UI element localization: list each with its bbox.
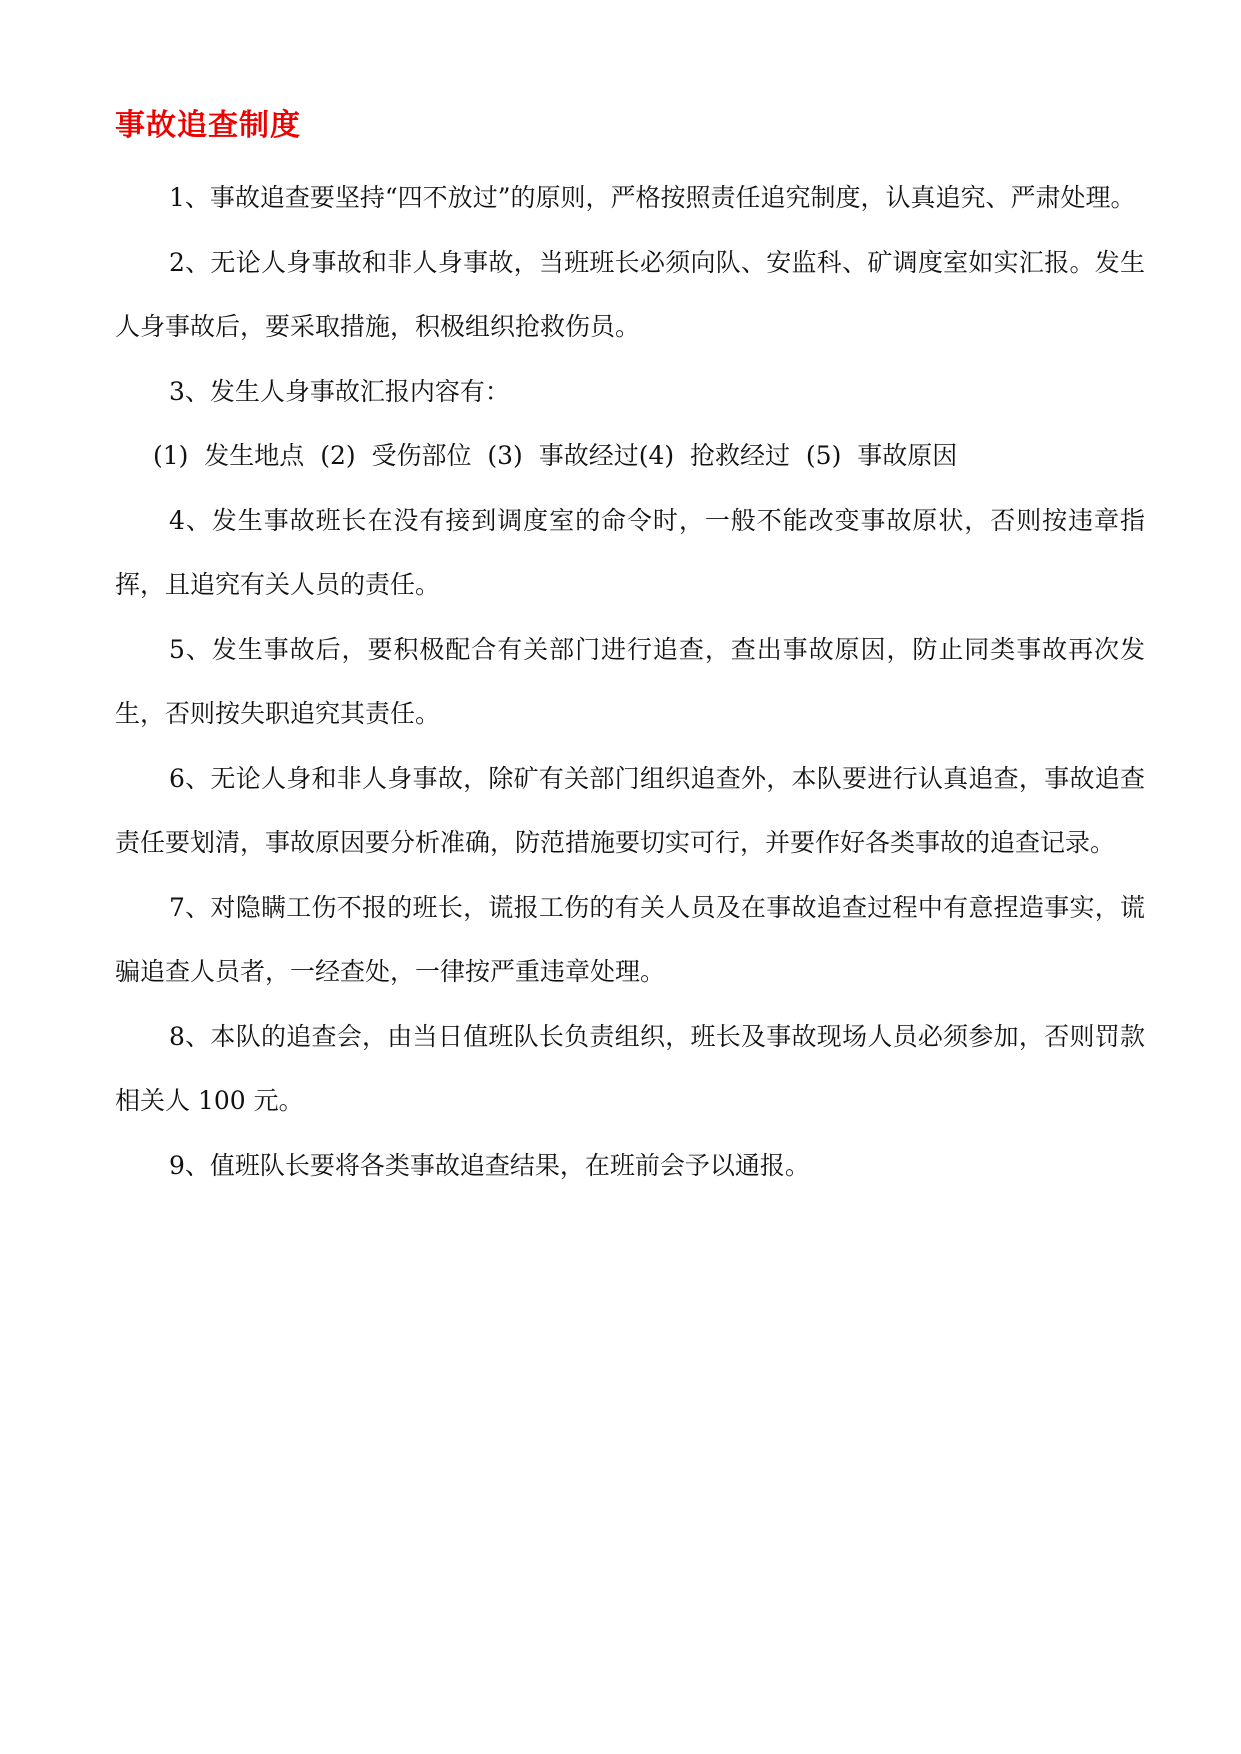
paragraph-5: 5、发生事故后，要积极配合有关部门进行追查，查出事故原因，防止同类事故再次发生，否则按失职追究其责任。	[115, 634, 1145, 728]
paragraph-3: 3、发生人身事故汇报内容有：	[169, 376, 510, 406]
document-body	[115, 166, 1145, 1198]
paragraph-4: 4、发生事故班长在没有接到调度室的命令时，一般不能改变事故原状，否则按违章指挥，且追究有关人员的责任。	[115, 505, 1145, 599]
paragraph-2: 2、无论人身事故和非人身事故，当班班长必须向队、安监科、矿调度室如实汇报。发生人身事故后，要采取措施，积极组织抢救伤员。	[115, 247, 1145, 341]
paragraph-9: 9、值班队长要将各类事故追查结果，在班前会予以通报。	[169, 1150, 810, 1180]
paragraph-7: 7、对隐瞒工伤不报的班长，谎报工伤的有关人员及在事故追查过程中有意捏造事实，谎骗追查人员者，一经查处，一律按严重违章处理。	[115, 892, 1145, 986]
paragraph-6: 6、无论人身和非人身事故，除矿有关部门组织追查外，本队要进行认真追查，事故追查责任要划清，事故原因要分析准确，防范措施要切实可行，并要作好各类事故的追查记录。	[115, 763, 1145, 857]
document-title: 事故追查制度	[115, 108, 301, 143]
paragraph-1: 1、事故追查要坚持“四不放过”的原则，严格按照责任追究制度，认真追究、严肃处理。	[169, 183, 1136, 212]
paragraph-8: 8、本队的追查会，由当日值班队长负责组织，班长及事故现场人员必须参加，否则罚款相关人 100 元。	[115, 1021, 1145, 1115]
paragraph-3-items: (1) 发生地点 (2) 受伤部位 (3) 事故经过(4) 抢救经过 (5) 事故原因	[153, 441, 958, 470]
